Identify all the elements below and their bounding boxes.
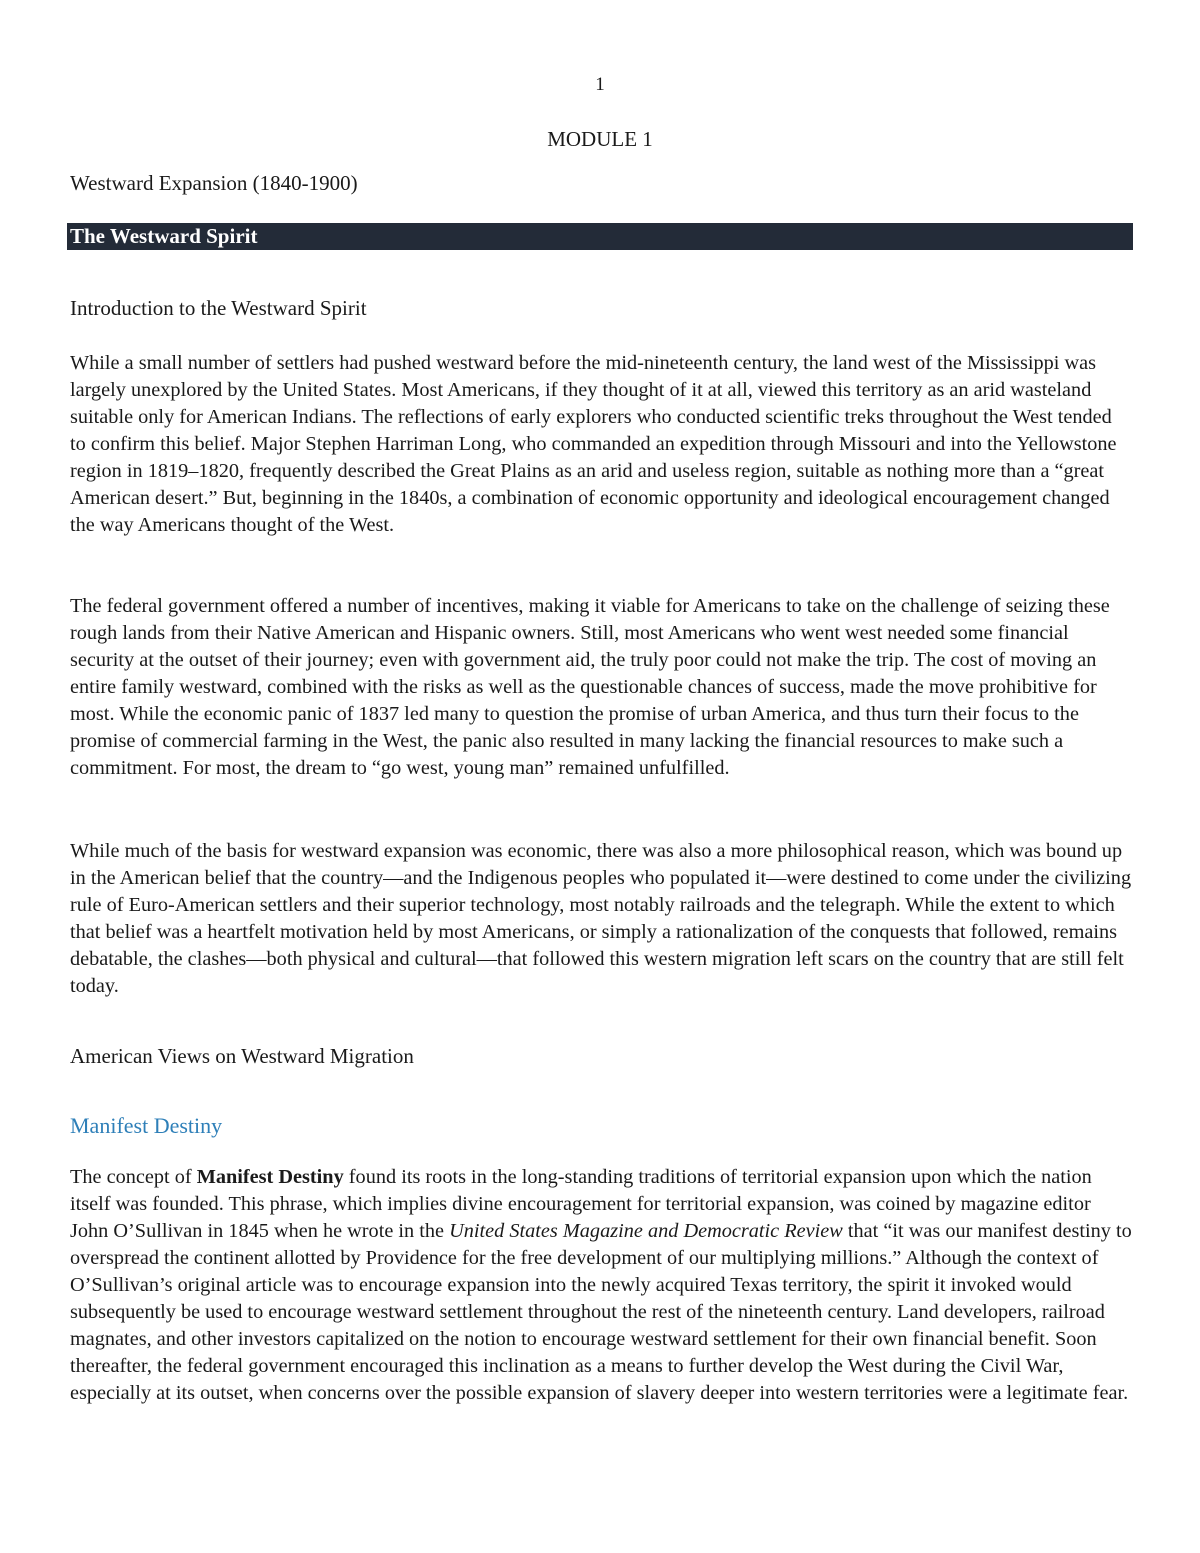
paragraph-manifest-destiny [70, 1164, 1132, 1407]
publication-title: United States Magazine and Democratic Review [449, 1220, 843, 1242]
p4-text-part1: found its roots in the long-standing traditions of territorial expansion upon which the nation itself was founded. This phrase, which implies divine encouragement for territorial expansion, was coined by magazine editor John O’Sullivan in 1845 when he wrote in the [70, 1166, 1092, 1242]
paragraph-intro: While a small number of settlers had pushed westward before the mid-nineteenth century, the land west of the Mississippi was largely unexplored by the United States. Most Americans, if they thought of it at all, viewed this territory as an arid wasteland suitable only for American Indians. The reflections of early explorers who conducted scientific treks throughout the West tended to confirm this belief. Major Stephen Harriman Long, who commanded an expedition through Missouri and into the Yellowstone region in 1819–1820, frequently described the Great Plains as an arid and useless region, suitable as nothing more than a “great American desert.” But, beginning in the 1840s, a combination of economic opportunity and ideological encouragement changed the way Americans thought of the West. [70, 352, 1117, 536]
section-header-bar: The Westward Spirit [67, 223, 1133, 250]
manifest-destiny-term: Manifest Destiny [196, 1166, 344, 1188]
manifest-destiny-heading: Manifest Destiny [70, 1113, 223, 1138]
paragraph-philosophy: While much of the basis for westward expansion was economic, there was also a more philosophical reason, which was bound up in the American belief that the country—and the Indigenous peoples who populated it—were destined to come under the civilizing rule of Euro-American settlers and their superior technology, most notably railroads and the telegraph. While the extent to which that belief was a heartfelt motivation held by most Americans, or simply a rationalization of the conquests that followed, remains debatable, the clashes—both physical and cultural—that followed this western migration left scars on the country that are still felt today. [70, 840, 1132, 997]
module-title: MODULE 1 [547, 127, 653, 151]
p4-text-part2: that “it was our manifest destiny to overspread the continent allotted by Providence for the free development of our multiplying millions.” Although the context of O’Sullivan’s original article was to encourage expansion into the newly acquired Texas territory, the spirit it invoked would subsequently be used to encourage westward settlement throughout the rest of the nineteenth century. Land developers, railroad magnates, and other investors capitalized on the notion to encourage westward settlement for their own financial benefit. Soon thereafter, the federal government encouraged this inclination as a means to further develop the West during the Civil War, especially at its outset, when concerns over the possible expansion of slavery deeper into western territories were a legitimate fear. [70, 1220, 1132, 1404]
p4-lead-text: The concept of [70, 1166, 197, 1188]
page-number: 1 [595, 74, 605, 95]
document-subtitle: Westward Expansion (1840-1900) [70, 171, 358, 195]
views-heading: American Views on Westward Migration [70, 1044, 414, 1068]
intro-heading: Introduction to the Westward Spirit [70, 296, 367, 320]
paragraph-incentives: The federal government offered a number of incentives, making it viable for Americans to take on the challenge of seizing these rough lands from their Native American and Hispanic owners. Still, most Americans who went west needed some financial security at the outset of their journey; even with government aid, the truly poor could not make the trip. The cost of moving an entire family westward, combined with the risks as well as the questionable chances of success, made the move prohibitive for most. While the economic panic of 1837 led many to question the promise of urban America, and thus turn their focus to the promise of commercial farming in the West, the panic also resulted in many lacking the financial resources to make such a commitment. For most, the dream to “go west, young man” remained unfulfilled. [70, 595, 1110, 779]
